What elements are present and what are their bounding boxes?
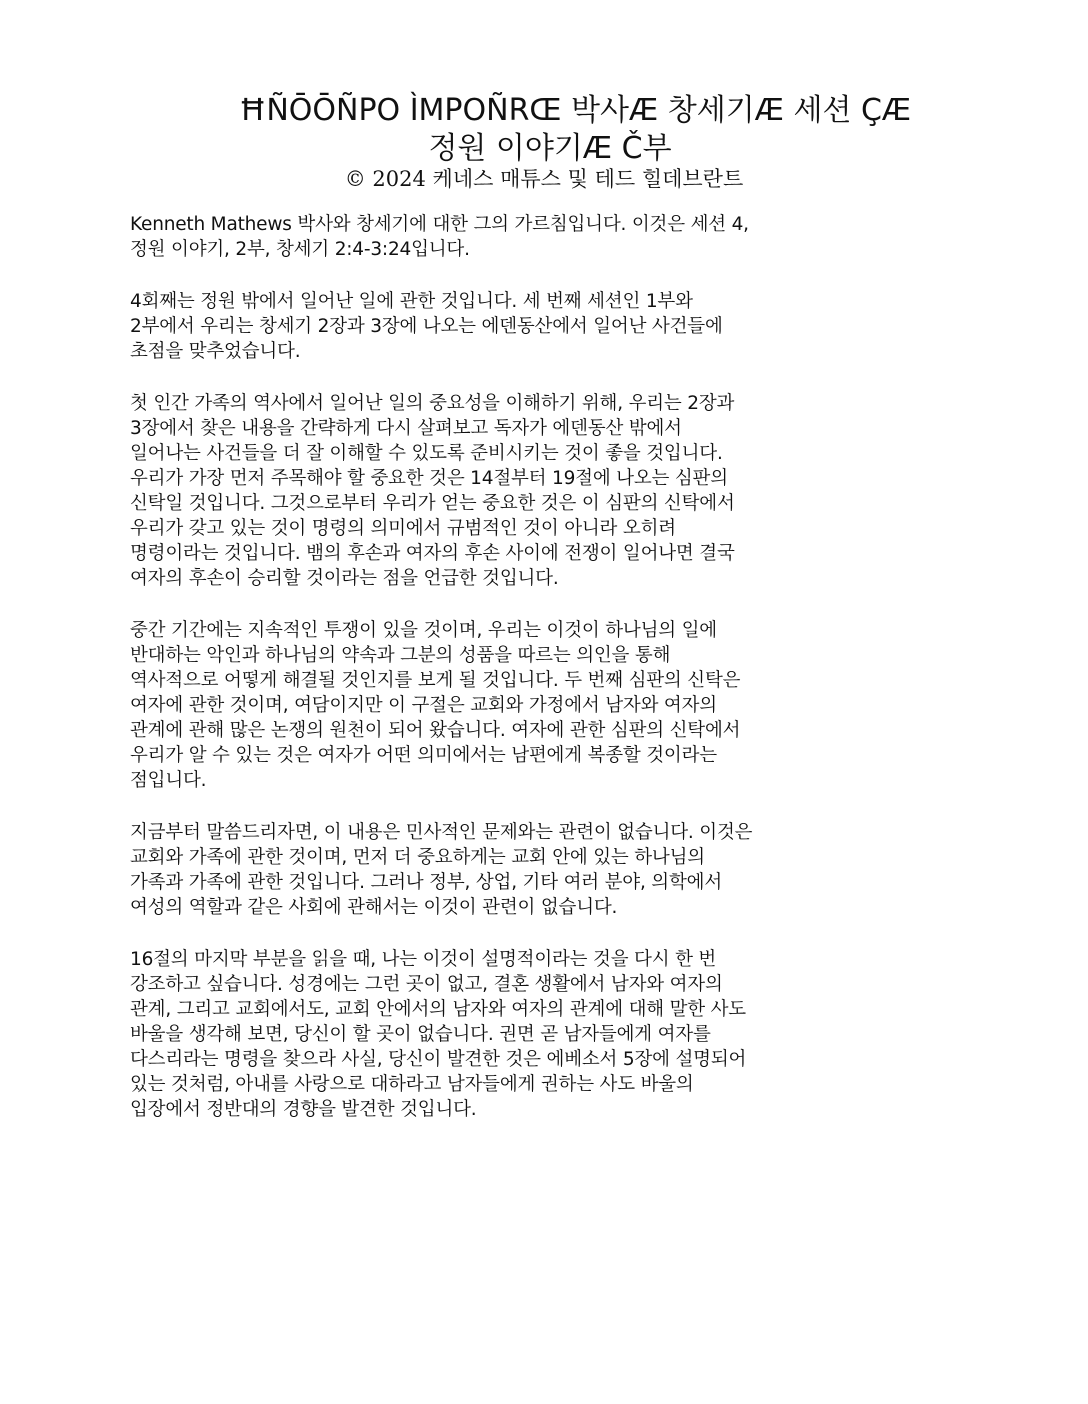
paragraph-line: 여자의 후손이 승리할 것이라는 점을 언급한 것입니다. xyxy=(130,568,559,589)
paragraph-verse-16 xyxy=(130,947,950,1122)
paragraph-line: 우리가 알 수 있는 것은 여자가 어떤 의미에서는 남편에게 복종할 것이라는 xyxy=(130,745,717,766)
paragraph-line: 지금부터 말씀드리자면, 이 내용은 민사적인 문제와는 관련이 없습니다. 이것은 xyxy=(130,822,753,843)
paragraph-line: 4회째는 정원 밖에서 일어난 일에 관한 것입니다. 세 번째 세션인 1부와 xyxy=(130,291,693,312)
paragraph-line: 정원 이야기, 2부, 창세기 2:4-3:24입니다. xyxy=(130,239,470,260)
paragraph-line: 가족과 가족에 관한 것입니다. 그러나 정부, 상업, 기타 여러 분야, 의학에서 xyxy=(130,872,722,893)
paragraph-line: 관계, 그리고 교회에서도, 교회 안에서의 남자와 여자의 관계에 대해 말한 사도 xyxy=(130,999,746,1020)
paragraph-intro xyxy=(130,212,950,262)
paragraph-line: 2부에서 우리는 창세기 2장과 3장에 나오는 에덴동산에서 일어난 사건들에 xyxy=(130,316,723,337)
paragraph-line: 역사적으로 어떻게 해결될 것인지를 보게 될 것입니다. 두 번째 심판의 신탁은 xyxy=(130,670,741,691)
paragraph-session-overview xyxy=(130,289,950,364)
paragraph-line: 우리가 갖고 있는 것이 명령의 의미에서 규범적인 것이 아니라 오히려 xyxy=(130,518,676,539)
paragraph-line: 명령이라는 것입니다. 뱀의 후손과 여자의 후손 사이에 전쟁이 일어나면 결국 xyxy=(130,543,735,564)
copyright-notice: © 2024 케네스 매튜스 및 테드 힐데브란트 xyxy=(344,167,744,191)
paragraph-second-oracle xyxy=(130,618,950,793)
paragraph-line: 있는 것처럼, 아내를 사랑으로 대하라고 남자들에게 권하는 사도 바울의 xyxy=(130,1074,694,1095)
paragraph-line: 첫 인간 가족의 역사에서 일어난 일의 중요성을 이해하기 위해, 우리는 2장과 xyxy=(130,393,735,414)
paragraph-scope xyxy=(130,820,950,920)
paragraph-line: 16절의 마지막 부분을 읽을 때, 나는 이것이 설명적이라는 것을 다시 한 번 xyxy=(130,949,717,970)
document-body xyxy=(130,212,950,1149)
paragraph-line: 다스리라는 명령을 찾으라 사실, 당신이 발견한 것은 에베소서 5장에 설명되어 xyxy=(130,1049,747,1070)
paragraph-line: 중간 기간에는 지속적인 투쟁이 있을 것이며, 우리는 이것이 하나님의 일에 xyxy=(130,620,717,641)
paragraph-line: 관계에 관해 많은 논쟁의 원천이 되어 왔습니다. 여자에 관한 심판의 신탁에서 xyxy=(130,720,741,741)
paragraph-line: 입장에서 정반대의 경향을 발견한 것입니다. xyxy=(130,1099,477,1120)
document-header xyxy=(0,92,1088,192)
paragraph-line: 여자에 관한 것이며, 여담이지만 이 구절은 교회와 가정에서 남자와 여자의 xyxy=(130,695,717,716)
paragraph-line: 일어나는 사건들을 더 잘 이해할 수 있도록 준비시키는 것이 좋을 것입니다. xyxy=(130,443,723,464)
title-line-2: 정원 이야기Æ Č부 xyxy=(428,131,672,166)
paragraph-line: 초점을 맞추었습니다. xyxy=(130,341,301,362)
paragraph-line: 강조하고 싶습니다. 성경에는 그런 곳이 없고, 결혼 생활에서 남자와 여자의 xyxy=(130,974,723,995)
paragraph-line: 반대하는 악인과 하나님의 약속과 그분의 성품을 따르는 의인을 통해 xyxy=(130,645,671,666)
paragraph-line: 여성의 역할과 같은 사회에 관해서는 이것이 관련이 없습니다. xyxy=(130,897,618,918)
title-line-1: ĦÑŌŌÑPO ÌMPOÑRŒ 박사Æ 창세기Æ 세션 ÇÆ xyxy=(238,93,912,128)
paragraph-line: 우리가 가장 먼저 주목해야 할 중요한 것은 14절부터 19절에 나오는 심판의 xyxy=(130,468,728,489)
paragraph-line: 신탁일 것입니다. 그것으로부터 우리가 얻는 중요한 것은 이 심판의 신탁에서 xyxy=(130,493,735,514)
paragraph-line: 교회와 가족에 관한 것이며, 먼저 더 중요하게는 교회 안에 있는 하나님의 xyxy=(130,847,705,868)
paragraph-line: 바울을 생각해 보면, 당신이 할 곳이 없습니다. 권면 곧 남자들에게 여자를 xyxy=(130,1024,711,1045)
paragraph-line: 점입니다. xyxy=(130,770,207,791)
paragraph-line: Kenneth Mathews 박사와 창세기에 대한 그의 가르침입니다. 이것은 세션 4, xyxy=(130,214,749,235)
paragraph-first-oracle xyxy=(130,391,950,591)
paragraph-line: 3장에서 찾은 내용을 간략하게 다시 살펴보고 독자가 에덴동산 밖에서 xyxy=(130,418,682,439)
